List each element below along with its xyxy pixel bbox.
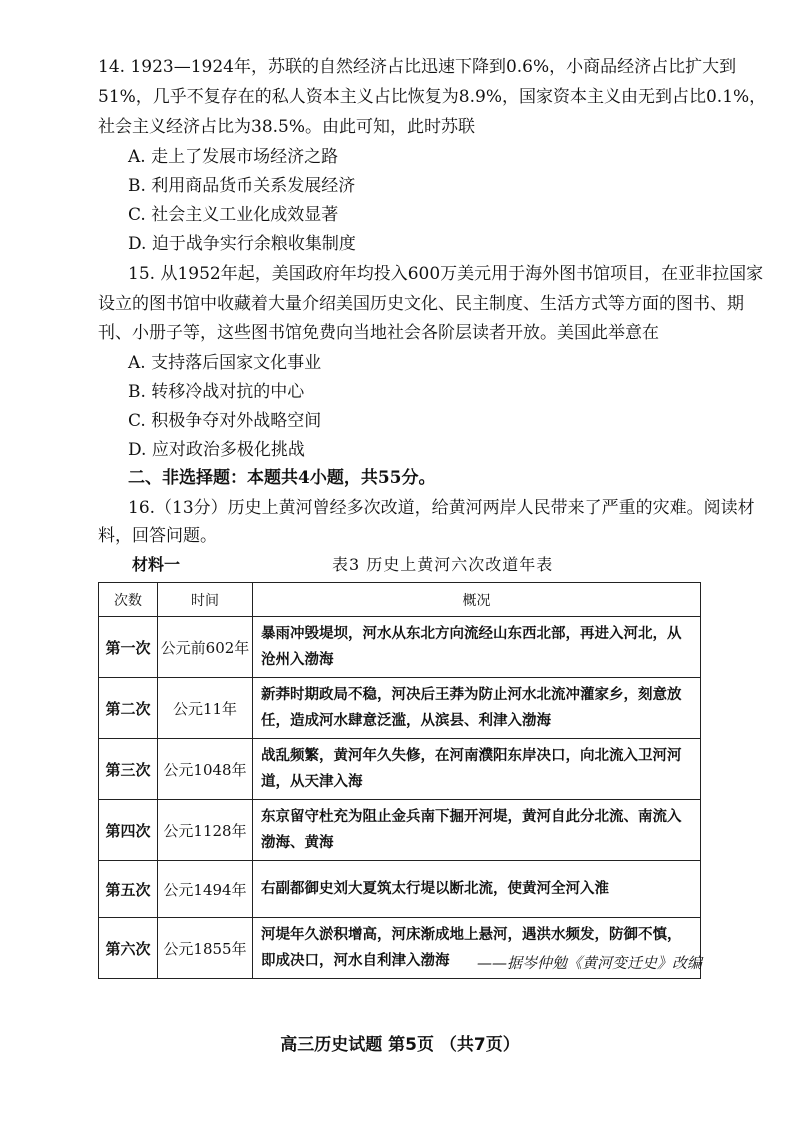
row-summary: 新莽时期政局不稳，河决后王莽为防止河水北流冲灌家乡，刻意放任，造成河水肆意泛滥，从滨县、利津入渤海 <box>253 678 701 739</box>
table-row <box>99 739 701 800</box>
row-count: 第三次 <box>99 739 158 800</box>
row-count: 第四次 <box>99 800 158 861</box>
row-summary: 东京留守杜充为阻止金兵南下掘开河堤，黄河自此分北流、南流入渤海、黄海 <box>253 800 701 861</box>
q16-stem-line-2: 料，回答问题。 <box>98 526 217 546</box>
row-summary: 暴雨冲毁堤坝，河水从东北方向流经山东西北部，再进入河北，从沧州入渤海 <box>253 617 701 678</box>
header-time: 时间 <box>158 583 253 617</box>
table-row <box>99 861 701 918</box>
row-time: 公元1494年 <box>158 861 253 918</box>
row-summary: 战乱频繁，黄河年久失修，在河南濮阳东岸决口，向北流入卫河河道，从天津入海 <box>253 739 701 800</box>
q14-option-a: A. 走上了发展市场经济之路 <box>128 147 339 167</box>
header-count: 次数 <box>99 583 158 617</box>
table-row <box>99 678 701 739</box>
row-time: 公元1048年 <box>158 739 253 800</box>
q14-option-b: B. 利用商品货币关系发展经济 <box>128 176 356 196</box>
q14-stem-line-2: 51%，几乎不复存在的私人资本主义占比恢复为8.9%，国家资本主义由无到占比0.1%， <box>98 87 767 107</box>
q16-stem-line-1: 16.（13分）历史上黄河曾经多次改道，给黄河两岸人民带来了严重的灾难。阅读材 <box>128 498 755 518</box>
row-count: 第一次 <box>99 617 158 678</box>
q14-option-c: C. 社会主义工业化成效显著 <box>128 205 339 225</box>
q14-option-d: D. 迫于战争实行余粮收集制度 <box>128 234 356 254</box>
section-2-heading: 二、非选择题：本题共4小题，共55分。 <box>128 468 436 488</box>
header-summary: 概况 <box>253 583 701 617</box>
yellow-river-table <box>98 582 701 979</box>
row-summary: 右副都御史刘大夏筑太行堤以断北流，使黄河全河入淮 <box>253 861 701 918</box>
q14-stem-line-3: 社会主义经济占比为38.5%。由此可知，此时苏联 <box>98 117 476 137</box>
row-time: 公元1855年 <box>158 918 253 979</box>
q15-option-d: D. 应对政治多极化挑战 <box>128 440 305 460</box>
material-source: ——据岑仲勉《黄河变迁史》改编 <box>476 954 702 972</box>
table-row <box>99 617 701 678</box>
table-header-row <box>99 583 701 617</box>
page-footer: 高三历史试题 第5页 （共7页） <box>280 1035 520 1055</box>
row-time: 公元前602年 <box>158 617 253 678</box>
q14-stem-line-1: 14. 1923—1924年，苏联的自然经济占比迅速下降到0.6%，小商品经济占比扩大到 <box>98 57 737 77</box>
material-heading <box>98 552 738 576</box>
q15-option-c: C. 积极争夺对外战略空间 <box>128 411 322 431</box>
material-label: 材料一 <box>132 555 181 574</box>
row-count: 第五次 <box>99 861 158 918</box>
row-time: 公元1128年 <box>158 800 253 861</box>
row-time: 公元11年 <box>158 678 253 739</box>
row-count: 第二次 <box>99 678 158 739</box>
q15-option-b: B. 转移冷战对抗的中心 <box>128 382 305 402</box>
table-row <box>99 800 701 861</box>
row-summary: 河堤年久淤积增高，河床渐成地上悬河，遇洪水频发，防御不慎，即成决口，河水自利津入渤海 <box>253 918 701 979</box>
row-count: 第六次 <box>99 918 158 979</box>
q15-option-a: A. 支持落后国家文化事业 <box>128 353 322 373</box>
q15-stem-line-3: 刊、小册子等，这些图书馆免费向当地社会各阶层读者开放。美国此举意在 <box>98 323 659 343</box>
q15-stem-line-1: 15. 从1952年起，美国政府年均投入600万美元用于海外图书馆项目，在亚非拉国家 <box>128 264 764 284</box>
q15-stem-line-2: 设立的图书馆中收藏着大量介绍美国历史文化、民主制度、生活方式等方面的图书、期 <box>98 294 744 314</box>
table-title: 表3 历史上黄河六次改道年表 <box>332 555 554 574</box>
